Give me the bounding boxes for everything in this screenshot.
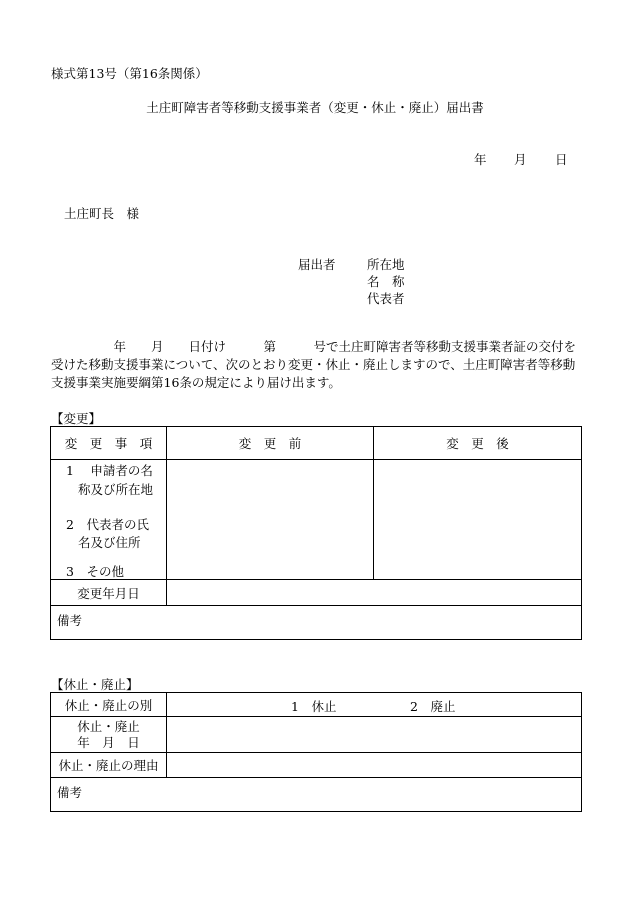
date-day-label: 日 [555, 152, 568, 167]
submitter-address-label: 所在地 [367, 257, 405, 272]
option-abolish[interactable]: 2 廃止 [410, 699, 456, 714]
header-change-item: 変 更 事 項 [51, 427, 167, 460]
suspend-remarks-label: 備考 [57, 785, 83, 800]
body-paragraph: 年 月 日付け 第 号で土庄町障害者等移動支援事業者証の交付を受けた移動支援事業について、次のとおり変更・休止・廃止しますので、土庄町障害者等移動支援事業実施要綱第16条の規定により届け出ます。 [51, 339, 577, 390]
change-table [50, 426, 582, 640]
addressee: 土庄町長 様 [64, 206, 140, 221]
submitter-name-label: 名 称 [367, 274, 405, 289]
change-item-3-line1: 3 その他 [66, 564, 124, 579]
change-remarks-field[interactable] [51, 606, 582, 640]
before-change-field[interactable] [167, 460, 374, 580]
suspend-table [50, 692, 582, 812]
change-item-2-line2: 名及び住所 [78, 535, 141, 550]
header-after-change: 変 更 後 [374, 427, 582, 460]
submitter-label: 届出者 [298, 257, 336, 272]
suspend-date-label-1: 休止・廃止 [77, 718, 140, 734]
option-suspend[interactable]: 1 休止 [291, 699, 337, 714]
change-items-cell [51, 460, 167, 580]
after-change-field[interactable] [374, 460, 582, 580]
header-before-change: 変 更 前 [167, 427, 374, 460]
form-number: 様式第13号（第16条関係） [51, 66, 208, 81]
change-item-1-line1: 1 申請者の名 [66, 463, 153, 478]
document-title: 土庄町障害者等移動支援事業者（変更・休止・廃止）届出書 [146, 100, 484, 115]
suspend-reason-field[interactable] [167, 753, 582, 778]
change-remarks-label: 備考 [57, 613, 83, 628]
suspend-section-heading: 【休止・廃止】 [51, 677, 139, 692]
date-month-label: 月 [514, 152, 527, 167]
change-item-2-line1: 2 代表者の氏 [66, 517, 149, 532]
suspend-type-label: 休止・廃止の別 [51, 693, 167, 717]
suspend-reason-label: 休止・廃止の理由 [51, 753, 167, 778]
suspend-remarks-field[interactable] [51, 778, 582, 812]
date-year-label: 年 [474, 152, 487, 167]
change-date-label: 変更年月日 [51, 580, 167, 606]
change-date-field[interactable] [167, 580, 582, 606]
suspend-date-label-cell [51, 717, 167, 753]
suspend-type-options [167, 693, 582, 717]
change-section-heading: 【変更】 [51, 411, 102, 426]
submitter-representative-label: 代表者 [367, 291, 405, 306]
change-item-1-line2: 称及び所在地 [78, 482, 154, 497]
suspend-date-label-2: 年 月 日 [77, 734, 140, 750]
suspend-date-field[interactable] [167, 717, 582, 753]
